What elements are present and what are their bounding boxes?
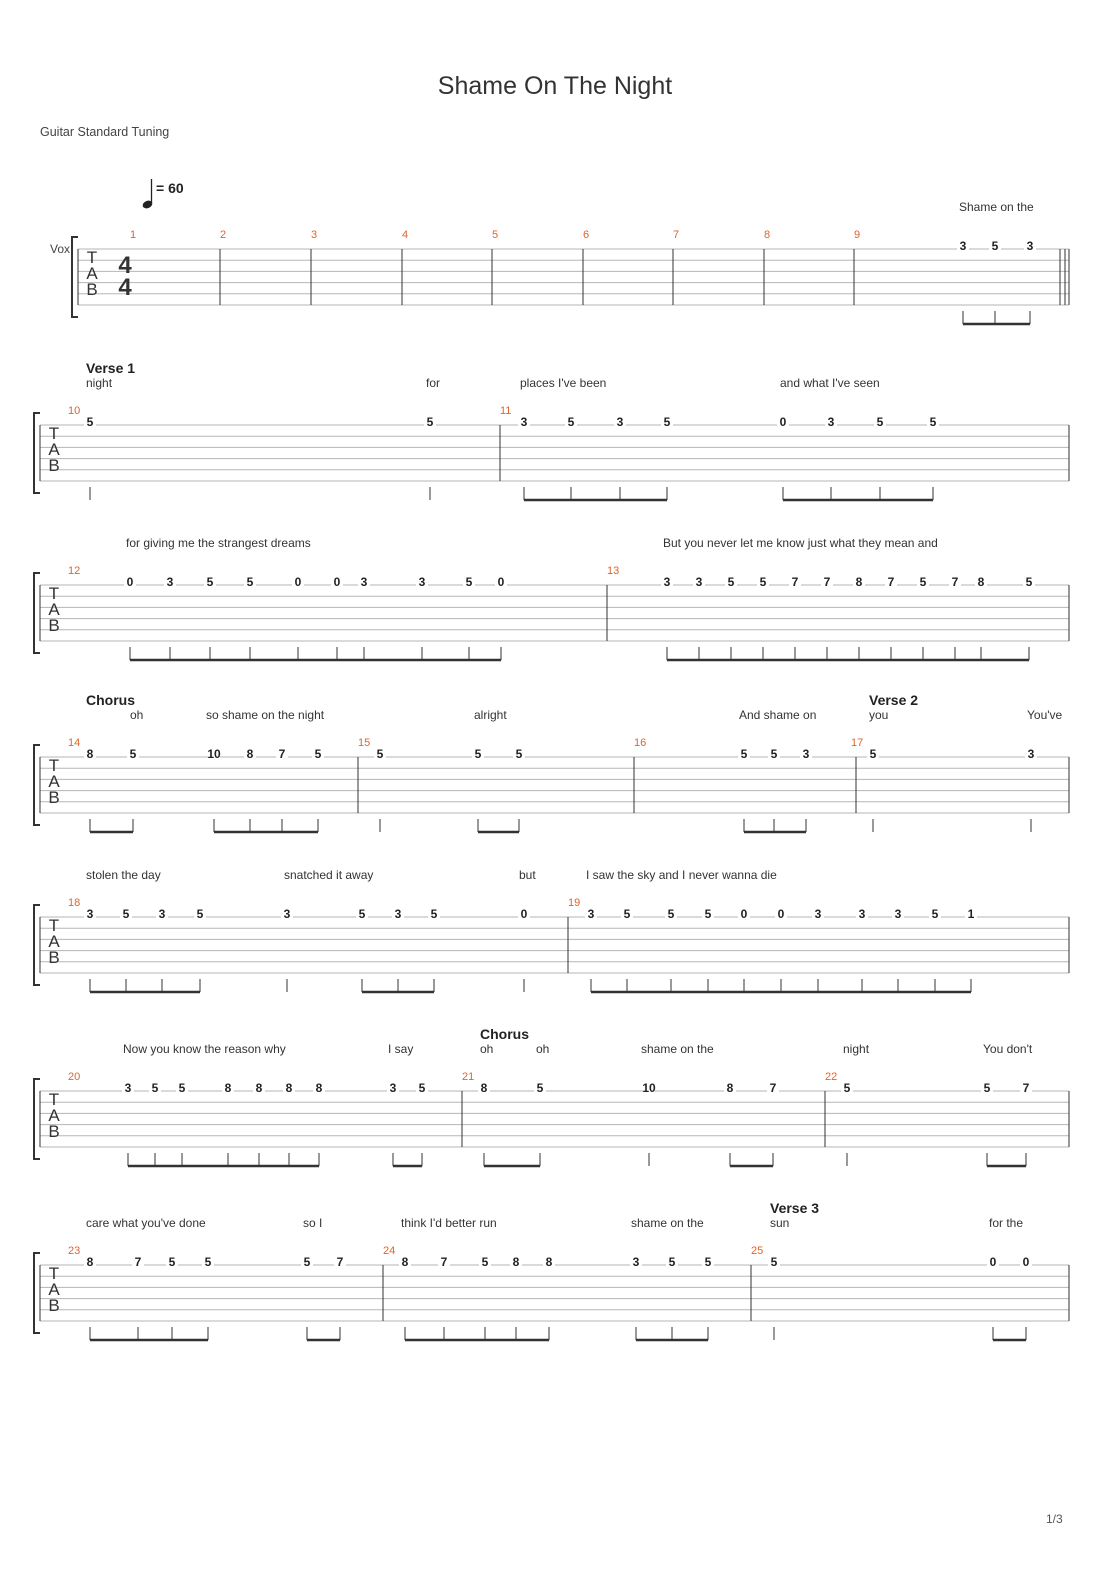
lyric-text: But you never let me know just what they mean and xyxy=(663,536,938,550)
fret-number: 3 xyxy=(858,907,866,921)
lyric-text: You don't xyxy=(983,1042,1033,1056)
lyric-text: Shame on the xyxy=(959,200,1034,214)
fret-number: 3 xyxy=(663,575,671,589)
fret-number: 5 xyxy=(843,1081,851,1095)
time-signature: 4 xyxy=(118,252,132,279)
measure-number: 21 xyxy=(462,1071,475,1083)
lyric-text: oh xyxy=(536,1042,550,1056)
lyric-text: You've xyxy=(1027,708,1063,722)
tab-clef: T xyxy=(86,248,98,267)
measure-number: 15 xyxy=(358,737,371,749)
fret-number: 5 xyxy=(983,1081,991,1095)
measure-number: 16 xyxy=(634,737,647,749)
fret-number: 3 xyxy=(1027,747,1035,761)
measure-number: 2 xyxy=(220,229,227,241)
fret-number: 8 xyxy=(977,575,985,589)
measure-number: 12 xyxy=(68,565,81,577)
lyric-text: night xyxy=(843,1042,870,1056)
fret-number: 5 xyxy=(151,1081,159,1095)
measure-number: 14 xyxy=(68,737,81,749)
tab-system xyxy=(34,1200,1069,1340)
measure-number: 1 xyxy=(130,229,137,241)
fret-number: 5 xyxy=(168,1255,176,1269)
lyric-text: but xyxy=(519,868,536,882)
fret-number: 5 xyxy=(727,575,735,589)
fret-number: 5 xyxy=(481,1255,489,1269)
fret-number: 8 xyxy=(545,1255,553,1269)
measure-number: 5 xyxy=(492,229,499,241)
fret-number: 7 xyxy=(336,1255,344,1269)
fret-number: 8 xyxy=(315,1081,323,1095)
staff-bracket xyxy=(34,745,40,825)
tab-clef: A xyxy=(48,600,60,619)
measure-number: 8 xyxy=(764,229,771,241)
fret-number: 8 xyxy=(246,747,254,761)
fret-number: 8 xyxy=(401,1255,409,1269)
fret-number: 3 xyxy=(695,575,703,589)
tab-system xyxy=(72,200,1069,324)
time-signature: 4 xyxy=(118,274,132,301)
fret-number: 5 xyxy=(204,1255,212,1269)
lyric-text: Now you know the reason why xyxy=(123,1042,286,1056)
fret-number: 0 xyxy=(989,1255,997,1269)
lyric-text: And shame on xyxy=(739,708,817,722)
lyric-text: for xyxy=(426,376,441,390)
fret-number: 0 xyxy=(779,415,787,429)
section-label: Verse 1 xyxy=(86,360,136,376)
measure-number: 3 xyxy=(311,229,318,241)
fret-number: 7 xyxy=(823,575,831,589)
fret-number: 5 xyxy=(759,575,767,589)
measure-number: 20 xyxy=(68,1071,81,1083)
lyric-text: night xyxy=(86,376,113,390)
lyric-text: alright xyxy=(474,708,507,722)
measure-number: 18 xyxy=(68,897,81,909)
fret-number: 5 xyxy=(303,1255,311,1269)
fret-number: 8 xyxy=(512,1255,520,1269)
fret-number: 3 xyxy=(124,1081,132,1095)
tab-clef: A xyxy=(48,932,60,951)
lyric-text: care what you've done xyxy=(86,1216,206,1230)
staff-bracket xyxy=(34,573,40,653)
lyric-text: and what I've seen xyxy=(780,376,880,390)
score-title: Shame On The Night xyxy=(437,72,673,100)
measure-number: 23 xyxy=(68,1245,81,1257)
section-label: Verse 2 xyxy=(869,692,919,708)
fret-number: 7 xyxy=(440,1255,448,1269)
fret-number: 7 xyxy=(791,575,799,589)
lyric-text: sun xyxy=(770,1216,790,1230)
tempo-value: = 60 xyxy=(156,180,184,196)
section-label: Chorus xyxy=(480,1026,529,1042)
tab-clef: B xyxy=(48,1122,60,1141)
tab-system xyxy=(34,1026,1069,1166)
fret-number: 0 xyxy=(294,575,302,589)
tab-clef: T xyxy=(48,1264,60,1283)
fret-number: 3 xyxy=(360,575,368,589)
fret-number: 3 xyxy=(283,907,291,921)
measure-number: 9 xyxy=(854,229,861,241)
lyric-text: I say xyxy=(388,1042,414,1056)
fret-number: 0 xyxy=(126,575,134,589)
fret-number: 5 xyxy=(129,747,137,761)
fret-number: 3 xyxy=(389,1081,397,1095)
lyric-text: think I'd better run xyxy=(401,1216,497,1230)
fret-number: 0 xyxy=(777,907,785,921)
fret-number: 8 xyxy=(285,1081,293,1095)
measure-number: 25 xyxy=(751,1245,764,1257)
fret-number: 5 xyxy=(418,1081,426,1095)
fret-number: 3 xyxy=(158,907,166,921)
fret-number: 5 xyxy=(668,1255,676,1269)
fret-number: 8 xyxy=(726,1081,734,1095)
lyric-text: stolen the day xyxy=(86,868,161,882)
section-label: Verse 3 xyxy=(770,1200,820,1216)
fret-number: 8 xyxy=(224,1081,232,1095)
fret-number: 5 xyxy=(196,907,204,921)
fret-number: 0 xyxy=(1022,1255,1030,1269)
staff-bracket xyxy=(34,413,40,493)
fret-number: 5 xyxy=(770,747,778,761)
fret-number: 5 xyxy=(536,1081,544,1095)
fret-number: 5 xyxy=(567,415,575,429)
tab-clef: A xyxy=(48,1106,60,1125)
staff-bracket xyxy=(34,905,40,985)
tab-system xyxy=(34,360,1069,500)
fret-number: 0 xyxy=(497,575,505,589)
fret-number: 5 xyxy=(929,415,937,429)
tab-system xyxy=(34,868,1069,992)
fret-number: 5 xyxy=(430,907,438,921)
fret-number: 5 xyxy=(663,415,671,429)
fret-number: 0 xyxy=(520,907,528,921)
fret-number: 8 xyxy=(855,575,863,589)
fret-number: 5 xyxy=(426,415,434,429)
measure-number: 24 xyxy=(383,1245,396,1257)
staff-bracket xyxy=(34,1253,40,1333)
fret-number: 5 xyxy=(740,747,748,761)
fret-number: 10 xyxy=(642,1081,656,1095)
fret-number: 3 xyxy=(616,415,624,429)
fret-number: 5 xyxy=(991,239,999,253)
page-number: 1/3 xyxy=(1046,1512,1063,1526)
tab-system xyxy=(34,536,1069,660)
fret-number: 3 xyxy=(166,575,174,589)
tab-clef: B xyxy=(48,948,60,967)
fret-number: 5 xyxy=(376,747,384,761)
lyric-text: oh xyxy=(480,1042,494,1056)
fret-number: 0 xyxy=(333,575,341,589)
fret-number: 5 xyxy=(667,907,675,921)
fret-number: 5 xyxy=(178,1081,186,1095)
fret-number: 5 xyxy=(86,415,94,429)
fret-number: 3 xyxy=(587,907,595,921)
fret-number: 0 xyxy=(740,907,748,921)
fret-number: 5 xyxy=(358,907,366,921)
fret-number: 5 xyxy=(206,575,214,589)
fret-number: 7 xyxy=(769,1081,777,1095)
lyric-text: shame on the xyxy=(641,1042,714,1056)
lyric-text: shame on the xyxy=(631,1216,704,1230)
lyric-text: I saw the sky and I never wanna die xyxy=(586,868,777,882)
fret-number: 5 xyxy=(704,907,712,921)
fret-number: 7 xyxy=(278,747,286,761)
staff-bracket xyxy=(34,1079,40,1159)
fret-number: 5 xyxy=(704,1255,712,1269)
fret-number: 3 xyxy=(814,907,822,921)
fret-number: 8 xyxy=(480,1081,488,1095)
fret-number: 5 xyxy=(122,907,130,921)
measure-number: 6 xyxy=(583,229,590,241)
fret-number: 5 xyxy=(770,1255,778,1269)
fret-number: 3 xyxy=(418,575,426,589)
lyric-text: so I xyxy=(303,1216,323,1230)
tab-clef: T xyxy=(48,1090,60,1109)
measure-number: 19 xyxy=(568,897,581,909)
tab-clef: B xyxy=(48,616,60,635)
lyric-text: for the xyxy=(989,1216,1024,1230)
fret-number: 8 xyxy=(255,1081,263,1095)
fret-number: 5 xyxy=(465,575,473,589)
fret-number: 5 xyxy=(474,747,482,761)
tab-clef: T xyxy=(48,424,60,443)
measure-number: 17 xyxy=(851,737,864,749)
fret-number: 3 xyxy=(802,747,810,761)
fret-number: 3 xyxy=(959,239,967,253)
fret-number: 5 xyxy=(515,747,523,761)
tab-clef: A xyxy=(48,440,60,459)
fret-number: 10 xyxy=(207,747,221,761)
lyric-text: so shame on the night xyxy=(206,708,325,722)
measure-number: 11 xyxy=(500,405,512,417)
tab-clef: A xyxy=(48,772,60,791)
tab-clef: A xyxy=(48,1280,60,1299)
tab-clef: B xyxy=(48,456,60,475)
measure-number: 22 xyxy=(825,1071,838,1083)
tab-clef: B xyxy=(48,1296,60,1315)
measure-number: 4 xyxy=(402,229,409,241)
fret-number: 7 xyxy=(134,1255,142,1269)
measure-number: 10 xyxy=(68,405,81,417)
track-label: Vox xyxy=(50,242,71,256)
fret-number: 3 xyxy=(394,907,402,921)
fret-number: 5 xyxy=(919,575,927,589)
fret-number: 3 xyxy=(520,415,528,429)
fret-number: 3 xyxy=(894,907,902,921)
tab-clef: B xyxy=(86,280,98,299)
staff-bracket xyxy=(72,237,78,317)
fret-number: 7 xyxy=(951,575,959,589)
fret-number: 5 xyxy=(869,747,877,761)
tab-clef: T xyxy=(48,756,60,775)
fret-number: 3 xyxy=(827,415,835,429)
fret-number: 8 xyxy=(86,747,94,761)
fret-number: 1 xyxy=(967,907,975,921)
fret-number: 3 xyxy=(86,907,94,921)
fret-number: 5 xyxy=(876,415,884,429)
fret-number: 8 xyxy=(86,1255,94,1269)
fret-number: 5 xyxy=(623,907,631,921)
fret-number: 3 xyxy=(632,1255,640,1269)
lyric-text: places I've been xyxy=(520,376,607,390)
lyric-text: you xyxy=(869,708,889,722)
fret-number: 5 xyxy=(931,907,939,921)
tab-system xyxy=(34,692,1069,832)
fret-number: 3 xyxy=(1026,239,1034,253)
tab-clef: A xyxy=(86,264,98,283)
lyric-text: oh xyxy=(130,708,144,722)
fret-number: 5 xyxy=(1025,575,1033,589)
lyric-text: for giving me the strangest dreams xyxy=(126,536,311,550)
tab-clef: B xyxy=(48,788,60,807)
measure-number: 7 xyxy=(673,229,680,241)
measure-number: 13 xyxy=(607,565,620,577)
fret-number: 7 xyxy=(887,575,895,589)
section-label: Chorus xyxy=(86,692,135,708)
tuning-label: Guitar Standard Tuning xyxy=(40,125,170,139)
fret-number: 7 xyxy=(1022,1081,1030,1095)
lyric-text: snatched it away xyxy=(284,868,374,882)
fret-number: 5 xyxy=(314,747,322,761)
tab-clef: T xyxy=(48,916,60,935)
fret-number: 5 xyxy=(246,575,254,589)
tab-clef: T xyxy=(48,584,60,603)
